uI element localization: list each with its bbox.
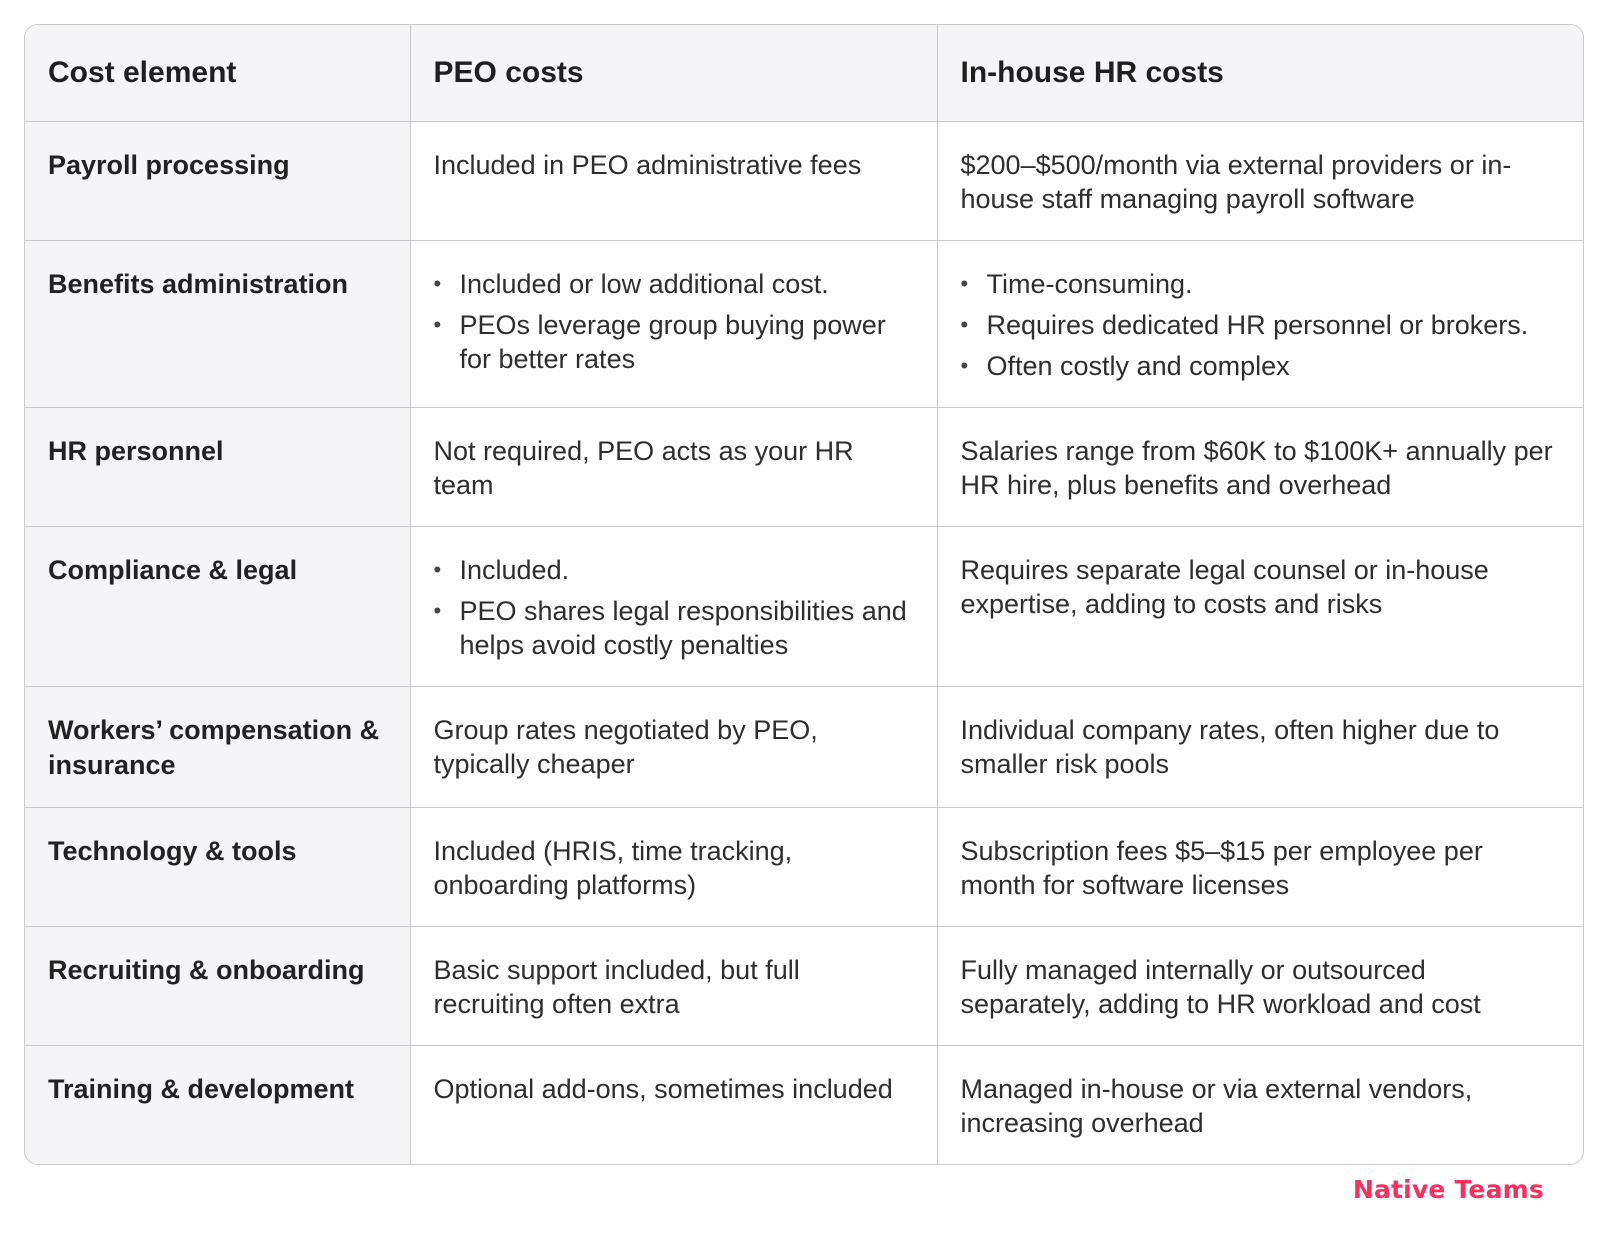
header-row <box>25 25 1583 122</box>
table-header <box>25 25 1583 122</box>
comparison-table <box>25 25 1583 1164</box>
bullet-list <box>961 267 1561 383</box>
bullet-item: • Included or low additional cost. <box>434 267 914 301</box>
table-row <box>25 687 1583 808</box>
inhouse-cost-cell <box>937 1046 1583 1165</box>
bullet-item: • PEOs leverage group buying power for better rates <box>434 308 914 376</box>
bullet-item: • PEO shares legal responsibilities and helps avoid costly penalties <box>434 594 914 662</box>
inhouse-cost-cell <box>937 687 1583 808</box>
cost-element-cell: HR personnel <box>25 408 410 527</box>
cost-element-cell: Compliance & legal <box>25 527 410 687</box>
bullet-list <box>434 267 914 376</box>
cell-text: Included (HRIS, time tracking, onboarding platforms) <box>433 836 793 900</box>
peo-cost-cell <box>410 241 937 408</box>
peo-cost-cell <box>410 808 937 927</box>
table-row <box>25 408 1583 527</box>
cost-element-cell: Recruiting & onboarding <box>25 927 410 1046</box>
peo-cost-cell <box>410 1046 937 1165</box>
cell-text: Salaries range from $60K to $100K+ annually per HR hire, plus benefits and overhead <box>960 436 1553 500</box>
peo-cost-cell <box>410 122 937 241</box>
cost-comparison-table <box>24 24 1584 1165</box>
cell-text: Group rates negotiated by PEO, typically cheaper <box>433 715 818 779</box>
cost-element-cell: Workers’ compensation & insurance <box>25 687 410 808</box>
cell-text: Optional add-ons, sometimes included <box>433 1074 893 1104</box>
bullet-item: • Time-consuming. <box>961 267 1561 301</box>
inhouse-cost-cell <box>937 527 1583 687</box>
table-row <box>25 122 1583 241</box>
bullet-item: • Included. <box>434 553 914 587</box>
column-header-inhouse-hr-costs: In-house HR costs <box>937 25 1583 122</box>
inhouse-cost-cell <box>937 122 1583 241</box>
cell-text: $200–$500/month via external providers or in-house staff managing payroll software <box>960 150 1512 214</box>
table-row <box>25 927 1583 1046</box>
column-header-cost-element: Cost element <box>25 25 410 122</box>
bullet-list <box>434 553 914 662</box>
peo-cost-cell <box>410 927 937 1046</box>
cell-text: Requires separate legal counsel or in-house expertise, adding to costs and risks <box>960 555 1489 619</box>
table-body <box>25 122 1583 1165</box>
cell-text: Fully managed internally or outsourced separately, adding to HR workload and cost <box>960 955 1481 1019</box>
table-row <box>25 527 1583 687</box>
cell-text: Not required, PEO acts as your HR team <box>433 436 854 500</box>
peo-cost-cell <box>410 687 937 808</box>
bullet-item: • Requires dedicated HR personnel or brokers. <box>961 308 1561 342</box>
peo-cost-cell <box>410 408 937 527</box>
inhouse-cost-cell <box>937 927 1583 1046</box>
inhouse-cost-cell <box>937 241 1583 408</box>
cell-text: Subscription fees $5–$15 per employee per month for software licenses <box>960 836 1483 900</box>
column-header-peo-costs: PEO costs <box>410 25 937 122</box>
peo-cost-cell <box>410 527 937 687</box>
inhouse-cost-cell <box>937 408 1583 527</box>
cell-text: Included in PEO administrative fees <box>433 150 862 180</box>
table-row <box>25 1046 1583 1165</box>
cell-text: Individual company rates, often higher due to smaller risk pools <box>960 715 1500 779</box>
cost-element-cell: Training & development <box>25 1046 410 1165</box>
cell-text: Basic support included, but full recruiting often extra <box>433 955 800 1019</box>
native-teams-logo: Native Teams <box>1352 1175 1544 1204</box>
bullet-item: • Often costly and complex <box>961 349 1561 383</box>
cost-element-cell: Benefits administration <box>25 241 410 408</box>
cost-element-cell: Payroll processing <box>25 122 410 241</box>
inhouse-cost-cell <box>937 808 1583 927</box>
table-row <box>25 808 1583 927</box>
cell-text: Managed in-house or via external vendors, increasing overhead <box>960 1074 1473 1138</box>
table-row <box>25 241 1583 408</box>
cost-element-cell: Technology & tools <box>25 808 410 927</box>
